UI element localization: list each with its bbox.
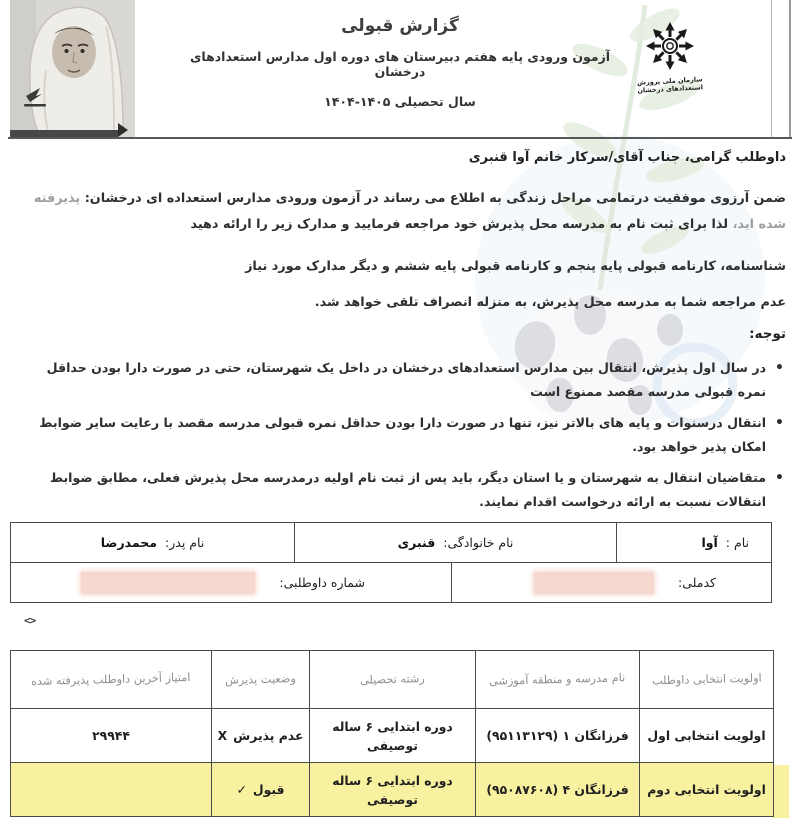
- table-row: [10, 522, 772, 563]
- page-title: گزارش قبولی: [341, 16, 459, 36]
- results-table: [10, 650, 774, 817]
- warning-line: عدم مراجعه شما به مدرسه محل پذیرش، به منزله انصراف تلقی خواهد شد.: [314, 295, 786, 310]
- greeting-line: داوطلب گرامی، جناب آقای/سرکار خانم آوا قنبری: [468, 150, 786, 165]
- scan-edge-line: [789, 0, 791, 137]
- report-header: [175, 16, 625, 109]
- status-cell: [211, 709, 309, 762]
- major-cell: دوره ابتدایی ۶ ساله توصیفی: [309, 709, 475, 762]
- first-name-value: آوا: [701, 535, 718, 550]
- list-item: • در سال اول پذیرش، انتقال بین مدارس استعدادهای درخشان در داخل یک شهرستان، حتی در صورت دارا بودن حداقل نمره قبولی مدرسه مقصد ممنوع است: [14, 356, 784, 404]
- page-subtitle: آزمون ورودی پایه هفتم دبیرستان های دوره اول مدارس استعدادهای درخشان: [189, 49, 611, 79]
- first-name-cell: [616, 523, 771, 562]
- national-id-label: کدملی:: [678, 575, 716, 590]
- score-cell: [11, 763, 211, 816]
- personal-info-table: [10, 522, 772, 603]
- redacted-candidate-number: [81, 572, 255, 594]
- bullet-icon: •: [775, 415, 784, 431]
- father-name-label: نام پدر:: [165, 535, 205, 550]
- column-header: رشته تحصیلی: [309, 651, 475, 708]
- accepted-phrase: پذیرفته شده اید،: [33, 191, 786, 232]
- angle-brackets-artifact: <>: [24, 614, 36, 627]
- school-cell: فرزانگان ۱ (۹۵۱۱۳۱۲۹): [475, 709, 639, 762]
- bullet-icon: •: [775, 360, 784, 376]
- notice-bullets: [14, 356, 784, 521]
- list-item: • متقاضیان انتقال به شهرستان و یا استان دیگر، باید پس از ثبت نام اولیه درمدرسه محل پذیرش فعلی، مطابق ضوابط انتقالات نسبت به ارائه درخواست اقدام نمایند.: [14, 466, 784, 514]
- candidate-number-cell: [11, 563, 451, 602]
- bullet-icon: •: [775, 470, 784, 486]
- score-cell: ۲۹۹۴۴: [92, 728, 130, 743]
- list-item: • انتقال درسنوات و پایه های بالاتر نیز، تنها در صورت دارا بودن حداقل نمره قبولی مدرسه مقصد با رعایت سایر ضوابط امکان پذیر خواهد بود.: [14, 411, 784, 459]
- column-header: وضعیت پذیرش: [211, 651, 309, 708]
- priority-cell: اولویت انتخابی اول: [639, 709, 773, 762]
- student-photo: [10, 0, 135, 137]
- academic-year: سال تحصیلی ۱۴۰۴-۱۴۰۵: [324, 94, 476, 109]
- father-name-cell: [11, 523, 294, 562]
- notice-label: توجه:: [749, 326, 786, 342]
- national-id-cell: [451, 563, 771, 602]
- results-header-row: [11, 651, 773, 708]
- priority-cell: اولویت انتخابی دوم: [639, 763, 773, 816]
- candidate-name: آوا قنبری: [468, 150, 530, 165]
- column-header: نام مدرسه و منطقه آموزشی: [475, 651, 639, 708]
- major-cell: دوره ابتدایی ۶ ساله توصیفی: [309, 763, 475, 816]
- accept-check-icon: ✓: [236, 782, 247, 797]
- table-row: [10, 563, 772, 603]
- status-text: عدم پذیرش: [233, 728, 304, 743]
- status-text: قبول: [252, 782, 285, 797]
- last-name-value: قنبری: [397, 535, 436, 550]
- academic-year-value: ۱۴۰۴-۱۴۰۵: [324, 94, 391, 109]
- header-divider: [8, 137, 792, 139]
- candidate-number-label: شماره داوطلبی:: [279, 575, 365, 590]
- org-name: سازمان ملی پرورش استعدادهای درخشان: [636, 75, 704, 95]
- last-name-label: نام خانوادگی:: [443, 535, 514, 550]
- nodet-star-icon: [644, 20, 696, 72]
- last-name-cell: [294, 523, 616, 562]
- scan-edge-line: [771, 0, 772, 137]
- table-row-highlighted: [11, 762, 773, 816]
- intro-paragraph: ضمن آرزوی موفقیت درتمامی مراحل زندگی به اطلاع می رساند در آزمون ورودی مدارس استعداده ای درخشان: پذیرفته شده اید، لذا برای ثبت نام به مدرسه محل پذیرش خود مراجعه فرمایید و مدارک زیر را ارائه دهید: [33, 191, 786, 232]
- first-name-label: نام :: [725, 535, 749, 550]
- column-header: اولویت انتخابی داوطلب: [639, 651, 773, 708]
- nodet-logo: [618, 20, 722, 93]
- school-cell: فرزانگان ۴ (۹۵۰۸۷۶۰۸): [475, 763, 639, 816]
- redacted-national-id: [534, 572, 654, 594]
- documents-line: شناسنامه، کارنامه قبولی پایه پنجم و کارنامه قبولی پایه ششم و دیگر مدارک مورد نیاز: [245, 259, 786, 274]
- column-header: امتیاز آخرین داوطلب پذیرفته شده: [31, 670, 191, 688]
- table-row: [11, 708, 773, 762]
- reject-mark-icon: X: [217, 728, 228, 743]
- father-name-value: محمدرضا: [100, 535, 158, 550]
- status-cell: [211, 763, 309, 816]
